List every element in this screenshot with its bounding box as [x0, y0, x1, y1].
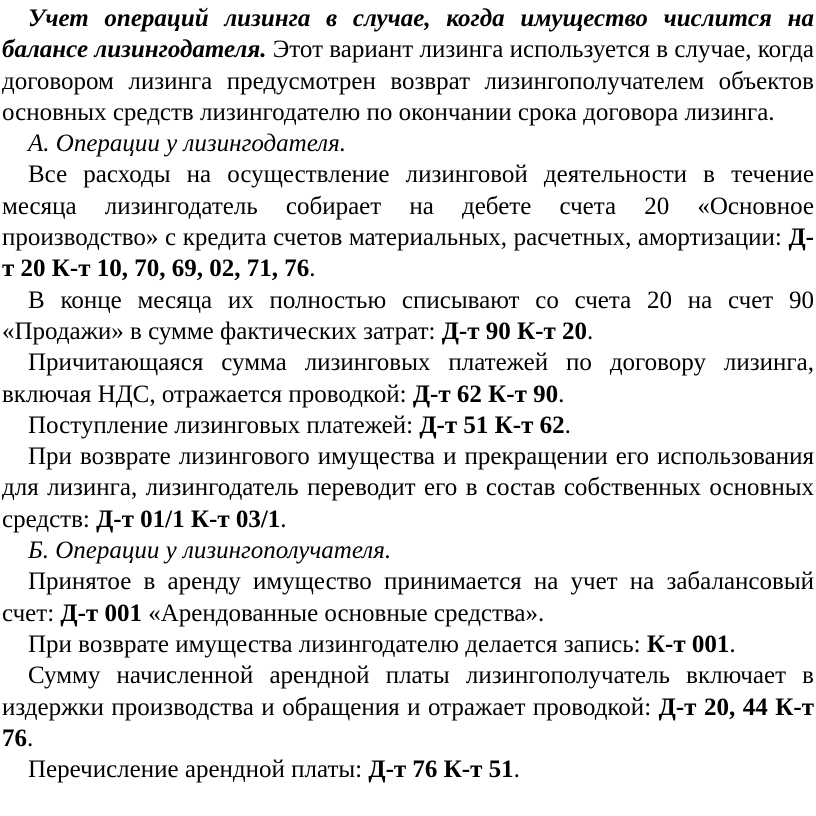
paragraph-end: .: [280, 505, 287, 533]
paragraph-payments-received: [2, 410, 814, 441]
paragraph-text: Поступление лизинговых платежей:: [28, 411, 420, 439]
paragraph-text: Принятое в аренду имущество принимается на учет на забалансовый счет:: [2, 568, 814, 627]
paragraph-return-record: [2, 629, 814, 660]
paragraph-offbalance: [2, 566, 814, 629]
paragraph-end: .: [587, 317, 594, 345]
accounting-entry: Д-т 20, 44 К-т 76: [2, 693, 814, 752]
subsection-a-label: А. Операции у лизингодателя.: [28, 130, 346, 158]
paragraph-payments-due: [2, 347, 814, 410]
accounting-entry: К-т 001: [646, 630, 730, 658]
paragraph-end: .: [729, 630, 736, 658]
paragraph-text: Причитающаяся сумма лизинговых платежей по договору лизинга, включая НДС, отражается проводкой:: [2, 349, 814, 408]
paragraph-text: При возврате имущества лизингодателю делается запись:: [28, 630, 647, 658]
paragraph-end: «Арендованные основные средства».: [141, 599, 545, 627]
section-heading: Учет операций лизинга в случае, когда имущество числится на балансе лизингодателя.: [2, 5, 814, 64]
paragraph-return-asset: [2, 441, 814, 535]
paragraph-text: Все расходы на осуществление лизинговой деятельности в течение месяца лизингодатель собирает на дебете счета 20 «Основное производство» с кредита счетов материальных, расчетных, амортизации:: [2, 161, 814, 252]
subsection-heading-a: [2, 128, 814, 159]
paragraph-end: .: [27, 724, 34, 752]
accounting-entry: Д-т 001: [60, 599, 142, 627]
paragraph-end: .: [564, 411, 571, 439]
paragraph-text: При возврате лизингового имущества и прекращении его использования для лизинга, лизингодатель переводит его в состав собственных основных средств:: [2, 443, 814, 533]
accounting-entry: Д-т 20 К-т 10, 70, 69, 02, 71, 76: [2, 224, 814, 283]
paragraph-text: В конце месяца их полностью списывают со счета 20 на счет 90 «Продажи» в сумме фактических затрат:: [2, 286, 814, 345]
paragraph-writeoff: [2, 285, 814, 348]
paragraph-rent-transfer: [2, 754, 814, 785]
paragraph-text: Перечисление арендной платы:: [28, 756, 369, 784]
paragraph-intro: [2, 3, 814, 128]
paragraph-end: .: [513, 756, 520, 784]
accounting-entry: Д-т 90 К-т 20: [441, 317, 588, 345]
paragraph-rent-accrual: [2, 660, 814, 754]
paragraph-expenses: [2, 159, 814, 284]
paragraph-text: Сумму начисленной арендной платы лизингополучатель включает в издержки производства и обращения и отражает проводкой:: [2, 662, 814, 721]
accounting-entry: Д-т 01/1 К-т 03/1: [96, 505, 281, 533]
paragraph-end: .: [309, 255, 316, 283]
accounting-entry: Д-т 62 К-т 90: [412, 380, 559, 408]
accounting-entry: Д-т 51 К-т 62: [419, 411, 565, 439]
accounting-entry: Д-т 76 К-т 51: [368, 756, 514, 784]
subsection-heading-b: [2, 535, 814, 566]
paragraph-text: Этот вариант лизинга используется в случае, когда договором лизинга предусмотрен возврат лизингополучателем объектов основных средств лизингодателю по окончании срока договора лизинга.: [2, 36, 814, 126]
paragraph-end: .: [558, 380, 565, 408]
subsection-b-label: Б. Операции у лизингополучателя.: [28, 537, 392, 565]
